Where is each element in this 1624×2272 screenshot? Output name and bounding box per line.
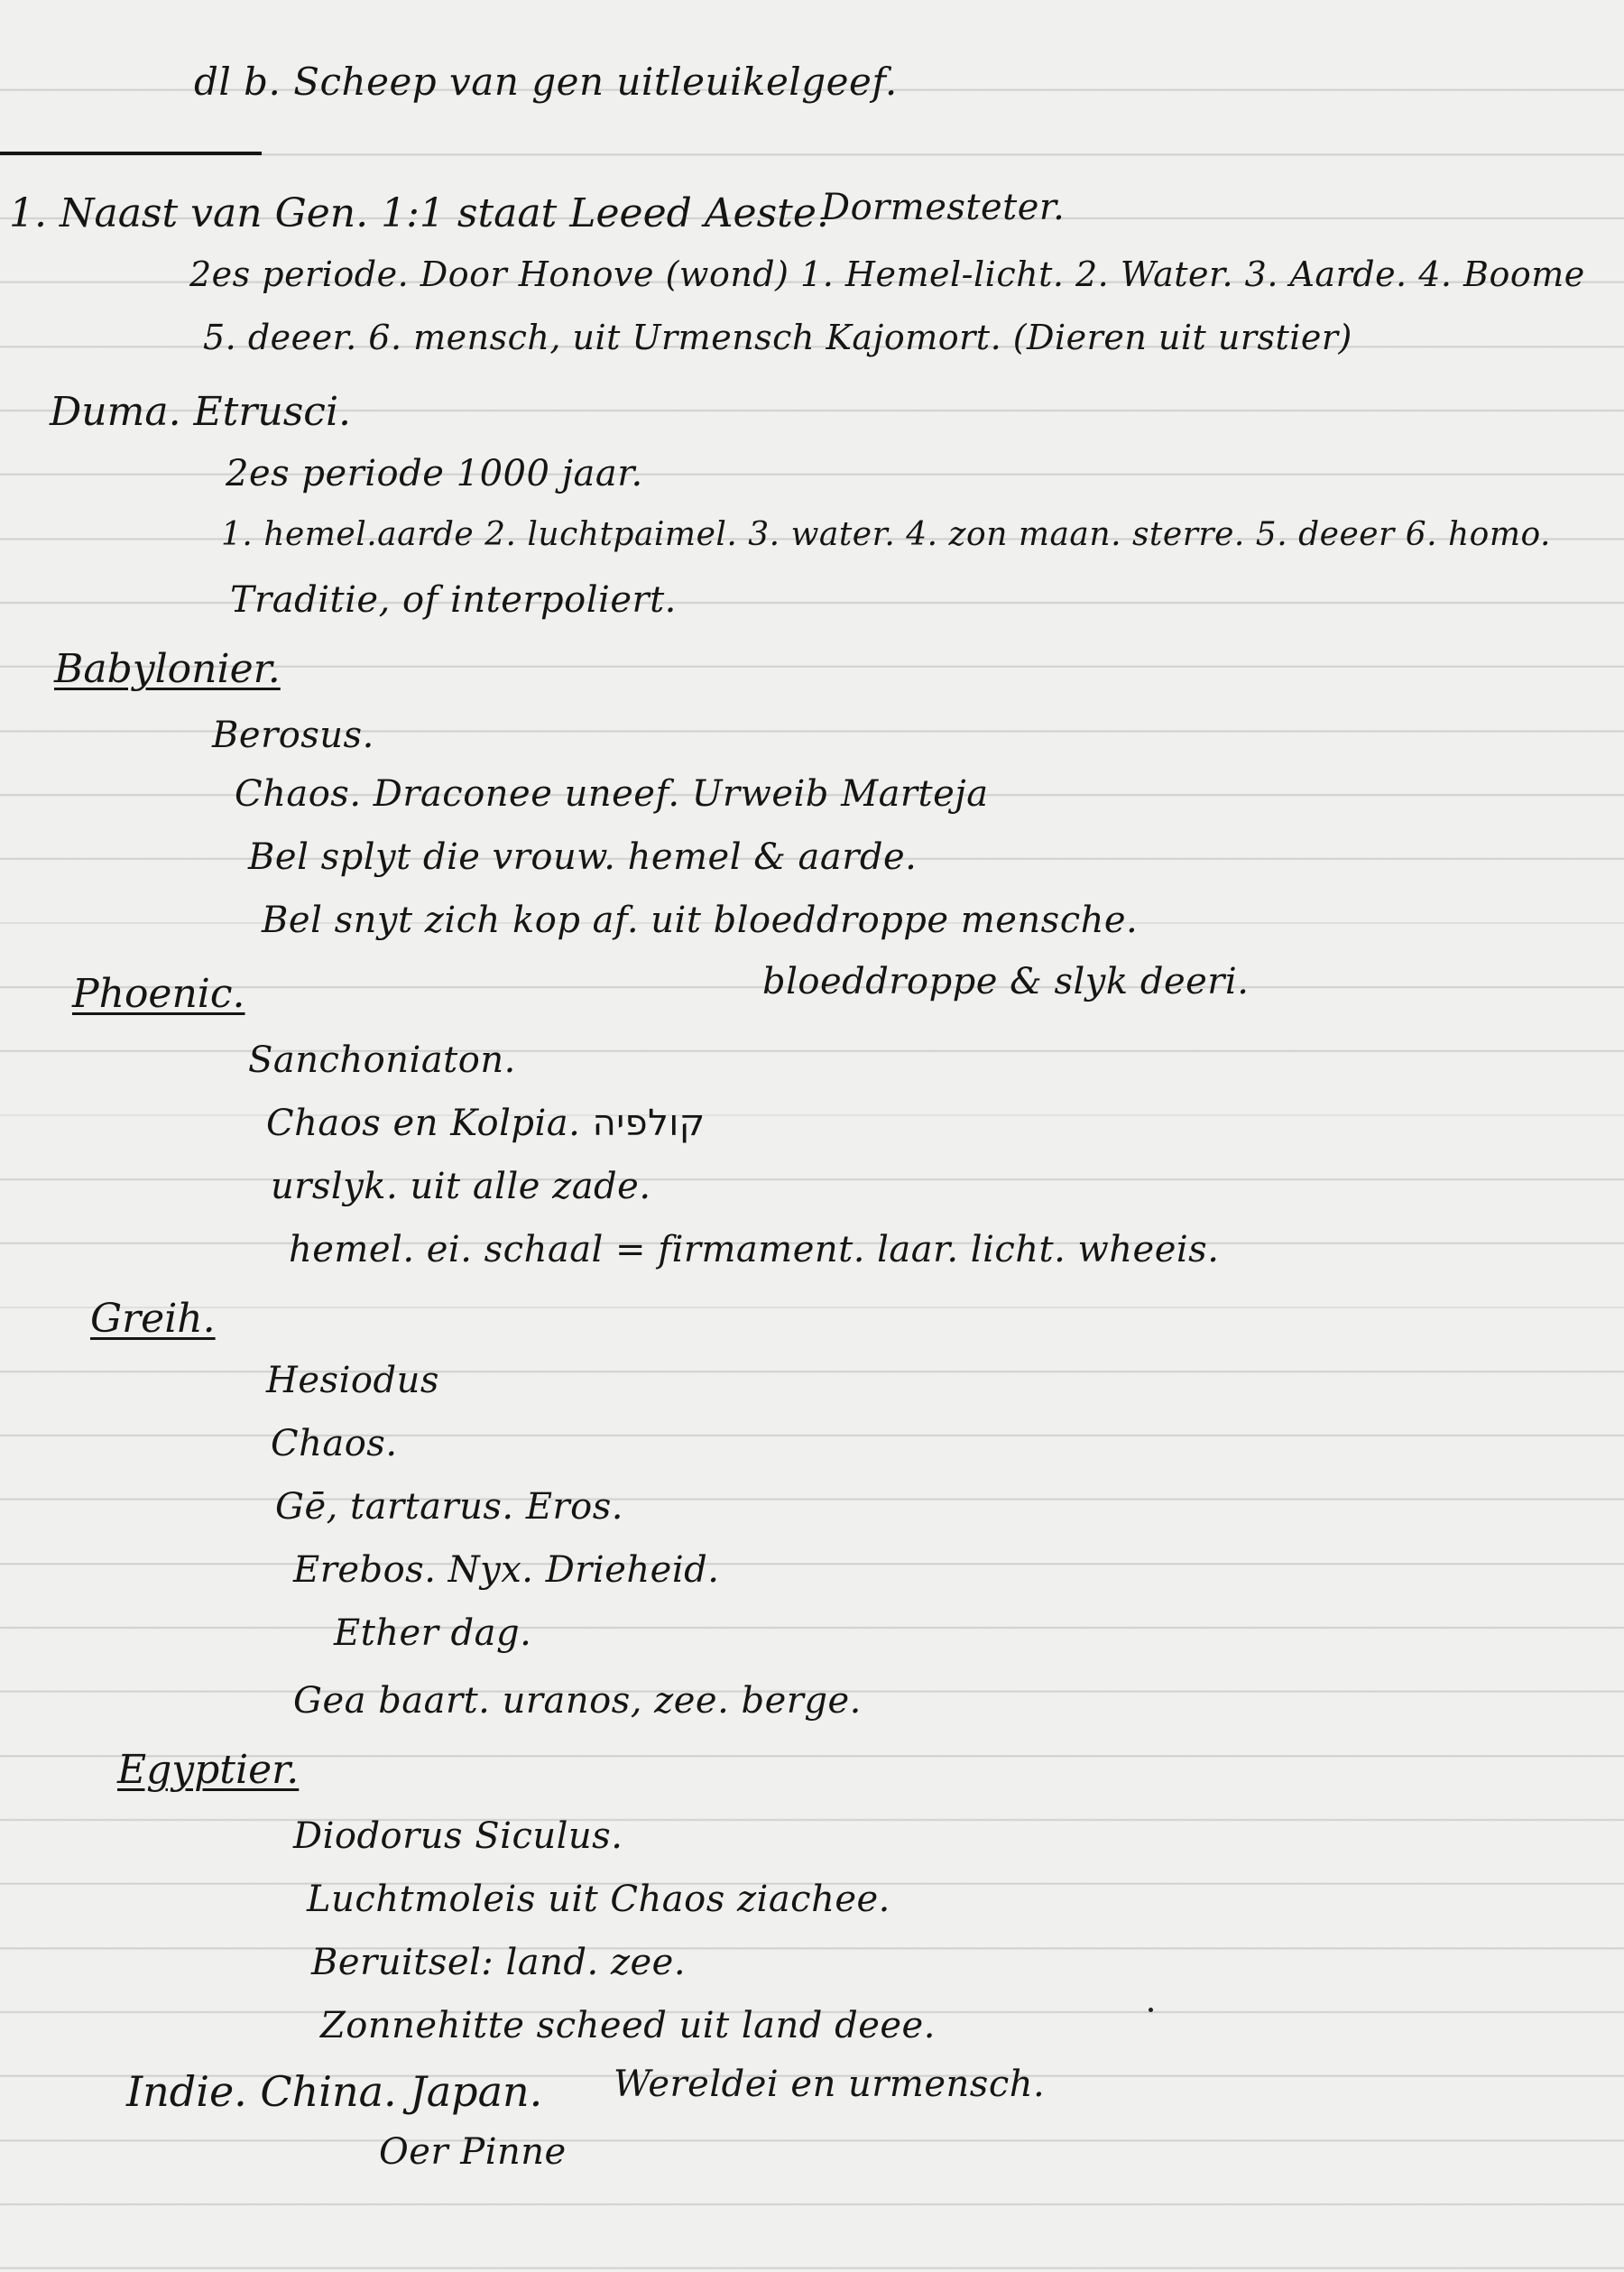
text-line: 2es periode 1000 jaar. <box>226 453 643 494</box>
section-heading: Indie. China. Japan. <box>126 2067 543 2116</box>
section-heading: Babylonier. <box>54 646 281 692</box>
text-line: 2es periode. Door Honove (wond) 1. Hemel-licht. 2. Water. 3. Aarde. 4. Boome <box>189 254 1585 294</box>
text-line: Chaos. Draconee uneef. Urweib Marteja <box>235 773 989 815</box>
section-heading: Greih. <box>90 1296 216 1342</box>
hebrew-word: קולפיה <box>592 1103 706 1144</box>
section-note: bloeddroppe & slyk deeri. <box>762 961 1250 1002</box>
text-line: Luchtmoleis uit Chaos ziachee. <box>307 1879 890 1920</box>
text-line: hemel. ei. schaal = firmament. laar. licht. wheeis. <box>289 1229 1220 1270</box>
text-line: Traditie, of interpoliert. <box>230 579 677 621</box>
text-line: 1. hemel.aarde 2. luchtpaimel. 3. water. 4. zon maan. sterre. 5. deeer 6. homo. <box>221 516 1551 553</box>
text-line: Hesiodus <box>266 1360 439 1401</box>
text-line: Gē, tartarus. Eros. <box>275 1486 624 1528</box>
text-line: Bel snyt zich kop af. uit bloeddroppe mensche. <box>262 900 1139 941</box>
text-line: Berosus. <box>212 715 374 756</box>
text-line: Diodorus Siculus. <box>293 1815 623 1857</box>
text-line: 5. deeer. 6. mensch, uit Urmensch Kajomort. (Dieren uit urstier) <box>203 318 1352 357</box>
text-line: Chaos. <box>271 1423 398 1464</box>
text-line: Beruitsel: land. zee. <box>311 1942 687 1983</box>
text-segment: Chaos en Kolpia. <box>266 1103 581 1144</box>
section-heading: Egyptier. <box>117 1747 300 1793</box>
text-line: Ether dag. <box>334 1612 532 1654</box>
ink-dot <box>1149 2008 1153 2012</box>
section-heading: Phoenic. <box>72 971 245 1017</box>
section-heading: 1. Naast van Gen. 1:1 staat Leeed Aeste. <box>9 190 829 236</box>
section-note: Wereldei en urmensch. <box>614 2064 1046 2105</box>
text-line: urslyk. uit alle zade. <box>271 1166 651 1207</box>
text-line: Bel splyt die vrouw. hemel & aarde. <box>248 836 918 878</box>
text-line: Erebos. Nyx. Drieheid. <box>293 1549 720 1591</box>
text-line: Zonnehitte scheed uit land deee. <box>320 2005 936 2046</box>
text-line <box>266 1103 706 1144</box>
section-note: Dormesteter. <box>821 187 1066 228</box>
text-line: Gea baart. uranos, zee. berge. <box>293 1680 862 1722</box>
section-heading: Duma. Etrusci. <box>50 389 351 435</box>
page-header: dl b. Scheep van gen uitleuikelgeef. <box>194 60 898 104</box>
text-line: Sanchoniaton. <box>248 1039 516 1081</box>
header-rule <box>0 152 262 155</box>
text-line: Oer Pinne <box>379 2131 567 2173</box>
